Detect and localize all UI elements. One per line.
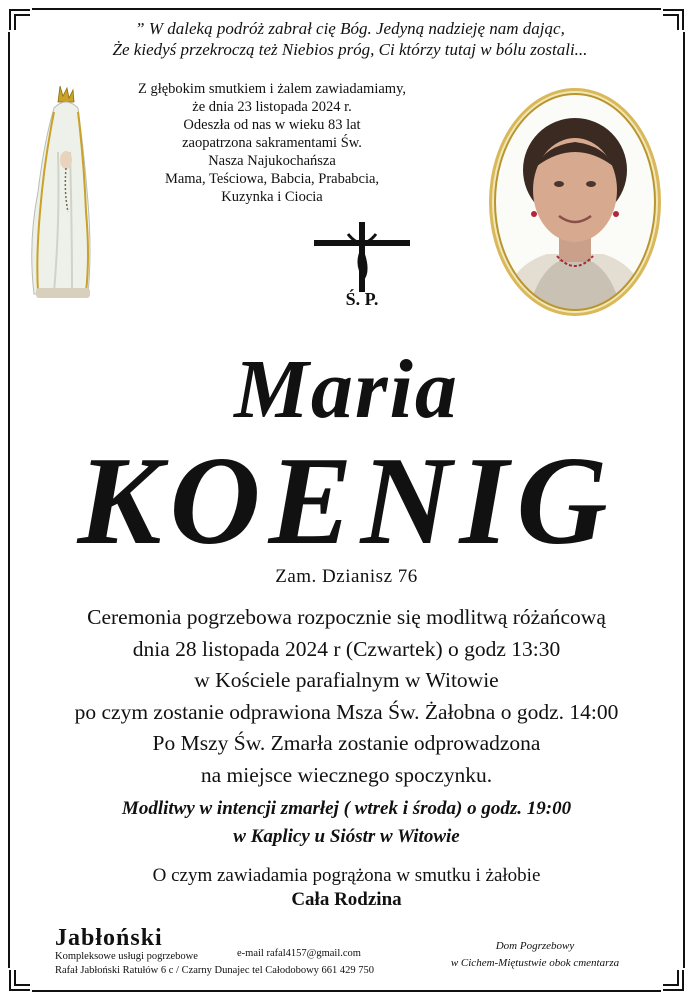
announcement-line: Odeszła od nas w wieku 83 lat — [183, 117, 361, 133]
deceased-portrait-photo — [487, 86, 663, 318]
ceremony-line: Ceremonia pogrzebowa rozpocznie się modlitwą różańcową — [87, 605, 606, 629]
announcement-line: Mama, Teściowa, Babcia, Prababcia, — [164, 171, 380, 187]
family-signature: Cała Rodzina — [291, 889, 402, 910]
verse-line: Że kiedyś przekroczą też Niebios próg, Ci którzy tutaj w bólu zostali... — [112, 40, 588, 59]
announcement-line: Nasza Najukochańsza — [208, 153, 336, 169]
corner-ornament-icon — [8, 970, 30, 992]
ceremony-details — [20, 602, 673, 791]
funeral-home-name: Dom Pogrzebowy — [495, 940, 575, 952]
announcement-line: Kuzynka i Ciocia — [221, 189, 323, 205]
corner-ornament-icon — [8, 8, 30, 30]
deceased-residence: Zam. Dzianisz 76 — [275, 566, 418, 587]
funeral-home-email: e-mail rafal4157@gmail.com — [237, 948, 361, 959]
prayer-line: Modlitwy w intencji zmarłej ( wtrek i środa) o godz. 19:00 — [121, 798, 572, 819]
virgin-mary-statue-image — [14, 82, 94, 302]
funeral-home-location — [425, 938, 645, 972]
announcement-line: zaopatrzona sakramentami Św. — [182, 135, 362, 151]
ceremony-line: Po Mszy Św. Zmarła zostanie odprowadzona — [152, 731, 541, 755]
funeral-home-tagline: Kompleksowe usługi pogrzebowe — [55, 951, 198, 962]
memorial-verse — [40, 18, 660, 60]
verse-line: ” W daleką podróż zabrał cię Bóg. Jedyną nadzieję nam dając, — [135, 19, 565, 38]
closing-line: O czym zawiadamia pogrążona w smutku i żałobie — [152, 865, 541, 886]
prayer-line: w Kaplicy u Sióstr w Witowie — [233, 826, 460, 847]
death-announcement — [122, 80, 422, 206]
ceremony-line: w Kościele parafialnym w Witowie — [194, 668, 499, 692]
deceased-first-name: Maria — [234, 343, 459, 436]
funeral-home-logo: Jabłoński — [55, 925, 163, 951]
corner-ornament-icon — [663, 970, 685, 992]
ceremony-line: po czym zostanie odprawiona Msza Św. Żałobna o godz. 14:00 — [74, 699, 619, 724]
ceremony-line: dnia 28 listopada 2024 r (Czwartek) o godz 13:30 — [132, 636, 561, 661]
announcement-line: Z głębokim smutkiem i żalem zawiadamiamy, — [137, 81, 407, 97]
sp-mark: Ś. P. — [345, 289, 379, 309]
ceremony-line: na miejsce wiecznego spoczynku. — [200, 762, 493, 787]
funeral-home-place: w Cichem-Miętustwie obok cmentarza — [450, 957, 620, 969]
funeral-home-address: Rafał Jabłoński Ratułów 6 c / Czarny Dunajec tel Całodobowy 661 429 750 — [55, 965, 375, 976]
funeral-home-footer — [55, 926, 415, 978]
announcement-line: że dnia 23 listopada 2024 r. — [192, 99, 352, 115]
corner-ornament-icon — [663, 8, 685, 30]
deceased-last-name: KOENIG — [77, 432, 616, 571]
prayer-notice — [20, 795, 673, 851]
